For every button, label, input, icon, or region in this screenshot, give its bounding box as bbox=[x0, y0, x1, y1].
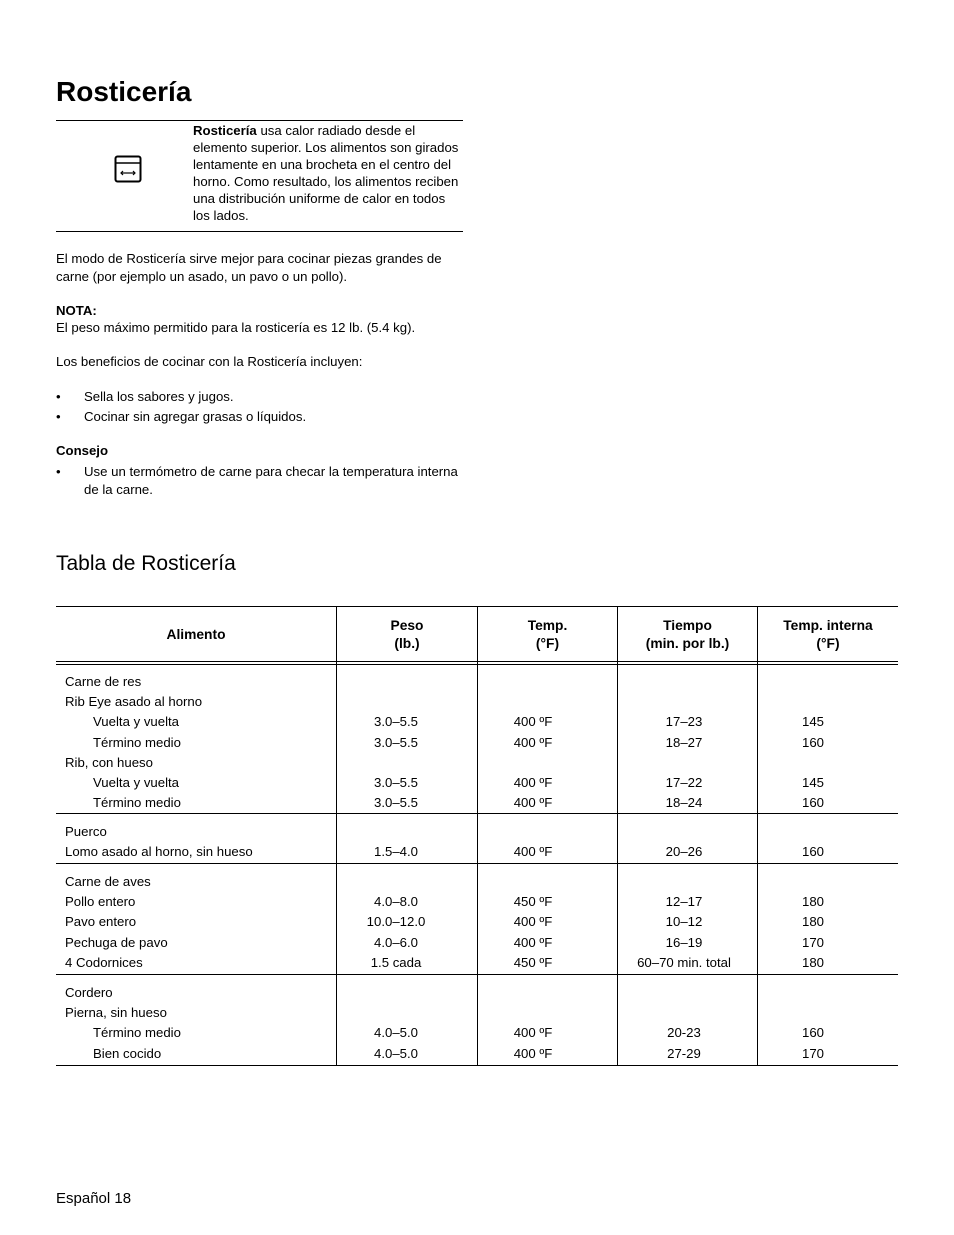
header-line: Peso bbox=[390, 618, 424, 633]
cell-weight: 4.0–5.0 bbox=[374, 1046, 418, 1061]
cell-food: Término medio bbox=[93, 1025, 181, 1040]
mode-description-text: usa calor radiado desde el elemento superior. Los alimentos son girados lentamente en una brocheta en el centro del horno. Como resultado, los alimentos reciben una distribución uniforme de calor en todos los lados. bbox=[193, 123, 459, 223]
column-divider bbox=[477, 607, 478, 1065]
cell-time: 27-29 bbox=[667, 1046, 701, 1061]
cell-food: 4 Codornices bbox=[65, 955, 143, 970]
cell-internal-temp: 160 bbox=[801, 795, 824, 810]
cell-temp: 450 ºF bbox=[513, 894, 553, 909]
cell-food: Pavo entero bbox=[65, 914, 137, 929]
rotisserie-oven-icon bbox=[114, 155, 142, 183]
cell-internal-temp: 170 bbox=[801, 1046, 824, 1061]
rotisserie-table bbox=[56, 606, 898, 1066]
cell-temp: 400 ºF bbox=[513, 735, 553, 750]
cell-food: Pollo entero bbox=[65, 894, 136, 909]
cell-weight: 4.0–6.0 bbox=[374, 935, 418, 950]
cell-food: Vuelta y vuelta bbox=[93, 714, 180, 729]
mode-description-box bbox=[56, 120, 463, 232]
cell-time: 12–17 bbox=[665, 894, 703, 909]
header-line: Temp. interna bbox=[783, 618, 873, 633]
cell-time: 16–19 bbox=[665, 935, 703, 950]
cell-internal-temp: 145 bbox=[801, 775, 824, 790]
cell-time: 17–23 bbox=[665, 714, 703, 729]
cell-temp: 400 ºF bbox=[513, 1025, 553, 1040]
cell-food: Cordero bbox=[65, 985, 113, 1000]
column-divider bbox=[617, 607, 618, 1065]
cell-food: Pechuga de pavo bbox=[65, 935, 168, 950]
column-divider bbox=[336, 607, 337, 1065]
tip-text: Use un termómetro de carne para checar la temperatura interna de la carne. bbox=[84, 464, 458, 497]
cell-internal-temp: 160 bbox=[801, 844, 824, 859]
cell-temp: 400 ºF bbox=[513, 775, 553, 790]
cell-temp: 400 ºF bbox=[513, 935, 553, 950]
benefit-text: Cocinar sin agregar grasas o líquidos. bbox=[84, 409, 307, 424]
cell-internal-temp: 180 bbox=[801, 894, 824, 909]
cell-food: Carne de res bbox=[65, 674, 142, 689]
note-text: El peso máximo permitido para la rosticería es 12 lb. (5.4 kg). bbox=[56, 320, 416, 335]
cell-internal-temp: 170 bbox=[801, 935, 824, 950]
tip-label: Consejo bbox=[56, 443, 109, 458]
usage-paragraph: El modo de Rosticería sirve mejor para cocinar piezas grandes de carne (por ejemplo un asado, un pavo o un pollo). bbox=[56, 251, 442, 284]
header-line: (°F) bbox=[816, 636, 840, 651]
cell-food: Vuelta y vuelta bbox=[93, 775, 180, 790]
cell-weight: 4.0–8.0 bbox=[374, 894, 418, 909]
cell-food: Término medio bbox=[93, 795, 181, 810]
group-divider bbox=[56, 813, 898, 814]
header-line: Tiempo bbox=[663, 618, 712, 633]
cell-internal-temp: 180 bbox=[801, 914, 824, 929]
header-temp bbox=[478, 615, 617, 655]
cell-weight: 3.0–5.5 bbox=[374, 714, 418, 729]
table-title: Tabla de Rosticería bbox=[56, 552, 236, 575]
header-line: (lb.) bbox=[394, 636, 420, 651]
benefits-intro: Los beneficios de cocinar con la Rosticería incluyen: bbox=[56, 354, 363, 369]
cell-internal-temp: 160 bbox=[801, 1025, 824, 1040]
cell-food: Carne de aves bbox=[65, 874, 151, 889]
cell-food: Término medio bbox=[93, 735, 181, 750]
group-divider bbox=[56, 974, 898, 975]
cell-weight: 3.0–5.5 bbox=[374, 795, 418, 810]
cell-food: Puerco bbox=[65, 824, 107, 839]
header-time bbox=[618, 615, 757, 655]
cell-weight: 3.0–5.5 bbox=[374, 775, 418, 790]
bullet-marker: • bbox=[56, 409, 61, 424]
bullet-marker: • bbox=[56, 464, 61, 479]
cell-internal-temp: 145 bbox=[801, 714, 824, 729]
header-line: (°F) bbox=[535, 636, 560, 651]
header-weight bbox=[337, 615, 477, 655]
header-divider bbox=[56, 661, 898, 662]
group-divider bbox=[56, 863, 898, 864]
cell-time: 18–27 bbox=[665, 735, 703, 750]
note-label: NOTA: bbox=[56, 303, 97, 318]
cell-internal-temp: 180 bbox=[801, 955, 824, 970]
benefit-text: Sella los sabores y jugos. bbox=[84, 389, 234, 404]
cell-time: 17–22 bbox=[665, 775, 703, 790]
cell-time: 60–70 min. total bbox=[637, 955, 731, 970]
cell-temp: 400 ºF bbox=[513, 1046, 553, 1061]
cell-temp: 400 ºF bbox=[513, 914, 553, 929]
cell-time: 10–12 bbox=[665, 914, 703, 929]
cell-food: Rib Eye asado al horno bbox=[65, 694, 203, 709]
header-line: Temp. bbox=[527, 618, 568, 633]
cell-food: Pierna, sin hueso bbox=[65, 1005, 167, 1020]
cell-time: 18–24 bbox=[665, 795, 703, 810]
header-line: (min. por lb.) bbox=[645, 636, 730, 651]
bullet-marker: • bbox=[56, 389, 61, 404]
page-title: Rosticería bbox=[56, 76, 192, 107]
cell-weight: 4.0–5.0 bbox=[374, 1025, 418, 1040]
cell-weight: 1.5 cada bbox=[370, 955, 422, 970]
mode-description bbox=[193, 122, 461, 224]
cell-temp: 450 ºF bbox=[513, 955, 553, 970]
header-internal-temp bbox=[758, 615, 898, 655]
cell-temp: 400 ºF bbox=[513, 795, 553, 810]
cell-weight: 10.0–12.0 bbox=[366, 914, 426, 929]
header-divider bbox=[56, 664, 898, 665]
header-food bbox=[56, 615, 336, 655]
cell-food: Bien cocido bbox=[93, 1046, 162, 1061]
page-footer: Español 18 bbox=[56, 1190, 132, 1207]
cell-food: Lomo asado al horno, sin hueso bbox=[65, 844, 253, 859]
cell-time: 20–26 bbox=[665, 844, 703, 859]
cell-weight: 3.0–5.5 bbox=[374, 735, 418, 750]
cell-weight: 1.5–4.0 bbox=[374, 844, 418, 859]
cell-time: 20-23 bbox=[667, 1025, 701, 1040]
cell-food: Rib, con hueso bbox=[65, 755, 153, 770]
header-line: Alimento bbox=[166, 627, 226, 642]
cell-temp: 400 ºF bbox=[513, 844, 553, 859]
cell-internal-temp: 160 bbox=[801, 735, 824, 750]
column-divider bbox=[757, 607, 758, 1065]
mode-term: Rosticería bbox=[193, 123, 257, 138]
cell-temp: 400 ºF bbox=[513, 714, 553, 729]
